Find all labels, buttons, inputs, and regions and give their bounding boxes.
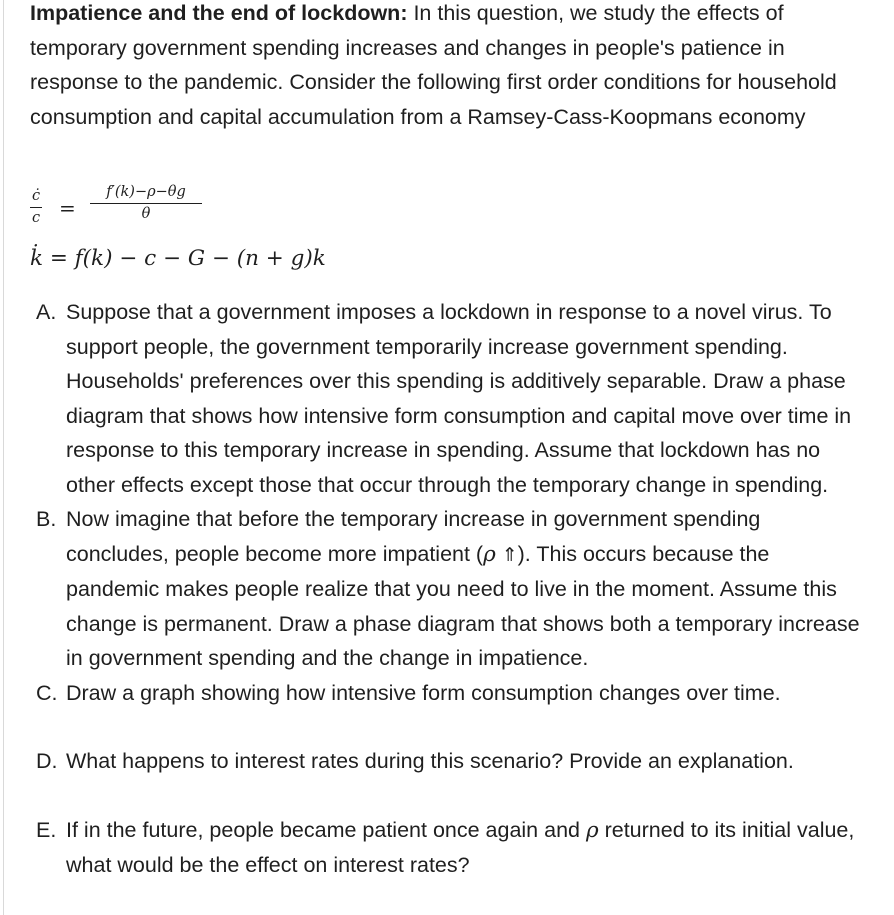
lhs-numerator: ċ bbox=[31, 188, 41, 204]
item-text: Draw a graph showing how intensive form consumption changes over time. bbox=[66, 680, 781, 705]
rhs-numerator: f′(k)−ρ−θg bbox=[106, 184, 186, 200]
rhs-denominator: θ bbox=[141, 206, 151, 222]
item-label: B. bbox=[36, 507, 57, 531]
item-text-end: returned to its initial value, what would be the effect on interest rates? bbox=[66, 817, 855, 877]
lhs-denominator: c bbox=[31, 210, 41, 226]
euler-equation bbox=[30, 182, 330, 232]
item-label: D. bbox=[36, 749, 58, 773]
rhs-fraction bbox=[90, 184, 202, 223]
item-text: Now imagine that before the temporary increase in government spending concludes, people become more impatient ( bbox=[66, 507, 761, 566]
item-text: If in the future, people became patient once again and bbox=[66, 817, 586, 842]
list-item-c bbox=[36, 676, 866, 711]
item-label: E. bbox=[36, 817, 57, 842]
rho-symbol: ρ bbox=[585, 817, 599, 843]
list-item-d bbox=[36, 744, 866, 779]
list-item-e bbox=[36, 813, 866, 883]
list-item-b bbox=[36, 502, 866, 676]
item-text: Suppose that a government imposes a lockdown in response to a novel virus. To support people, the government temporarily increase government spending. Households' preferences over this spending is additively separable. Draw a phase diagram that shows how intensive form consumption and capital move over time in response to this temporary increase in spending. Assume that lockdown has no other effects except those that occur through the temporary change in spending. bbox=[66, 300, 852, 497]
up-arrow-icon: ⇑ bbox=[501, 543, 518, 566]
capital-accumulation-equation: k̇ = f(k) − c − G − (n + g)k bbox=[30, 246, 326, 271]
question-items bbox=[36, 295, 866, 883]
question-intro bbox=[30, 0, 850, 134]
lhs-fraction bbox=[30, 188, 42, 227]
item-label: C. bbox=[36, 680, 58, 705]
question-title: Impatience and the end of lockdown: bbox=[30, 1, 408, 25]
item-text: What happens to interest rates during this scenario? Provide an explanation. bbox=[66, 749, 794, 773]
left-border bbox=[3, 0, 4, 915]
rho-symbol: ρ bbox=[483, 541, 496, 567]
equals-sign: = bbox=[59, 196, 76, 220]
intro-text: In this question, we study the effects of temporary government spending increases and changes in people's patience in response to the pandemic. Consider the following first order conditions for household consumption and capital accumulation from a Ramsey-Cass-Koopmans economy bbox=[30, 1, 837, 129]
list-item-a bbox=[36, 295, 866, 502]
item-text-end: ). This occurs because the pandemic makes people realize that you need to live in the moment. Assume this change is permanent. Draw a phase diagram that shows both a temporary increase in government spending and the change in impatience. bbox=[66, 541, 860, 670]
item-label: A. bbox=[36, 300, 57, 324]
